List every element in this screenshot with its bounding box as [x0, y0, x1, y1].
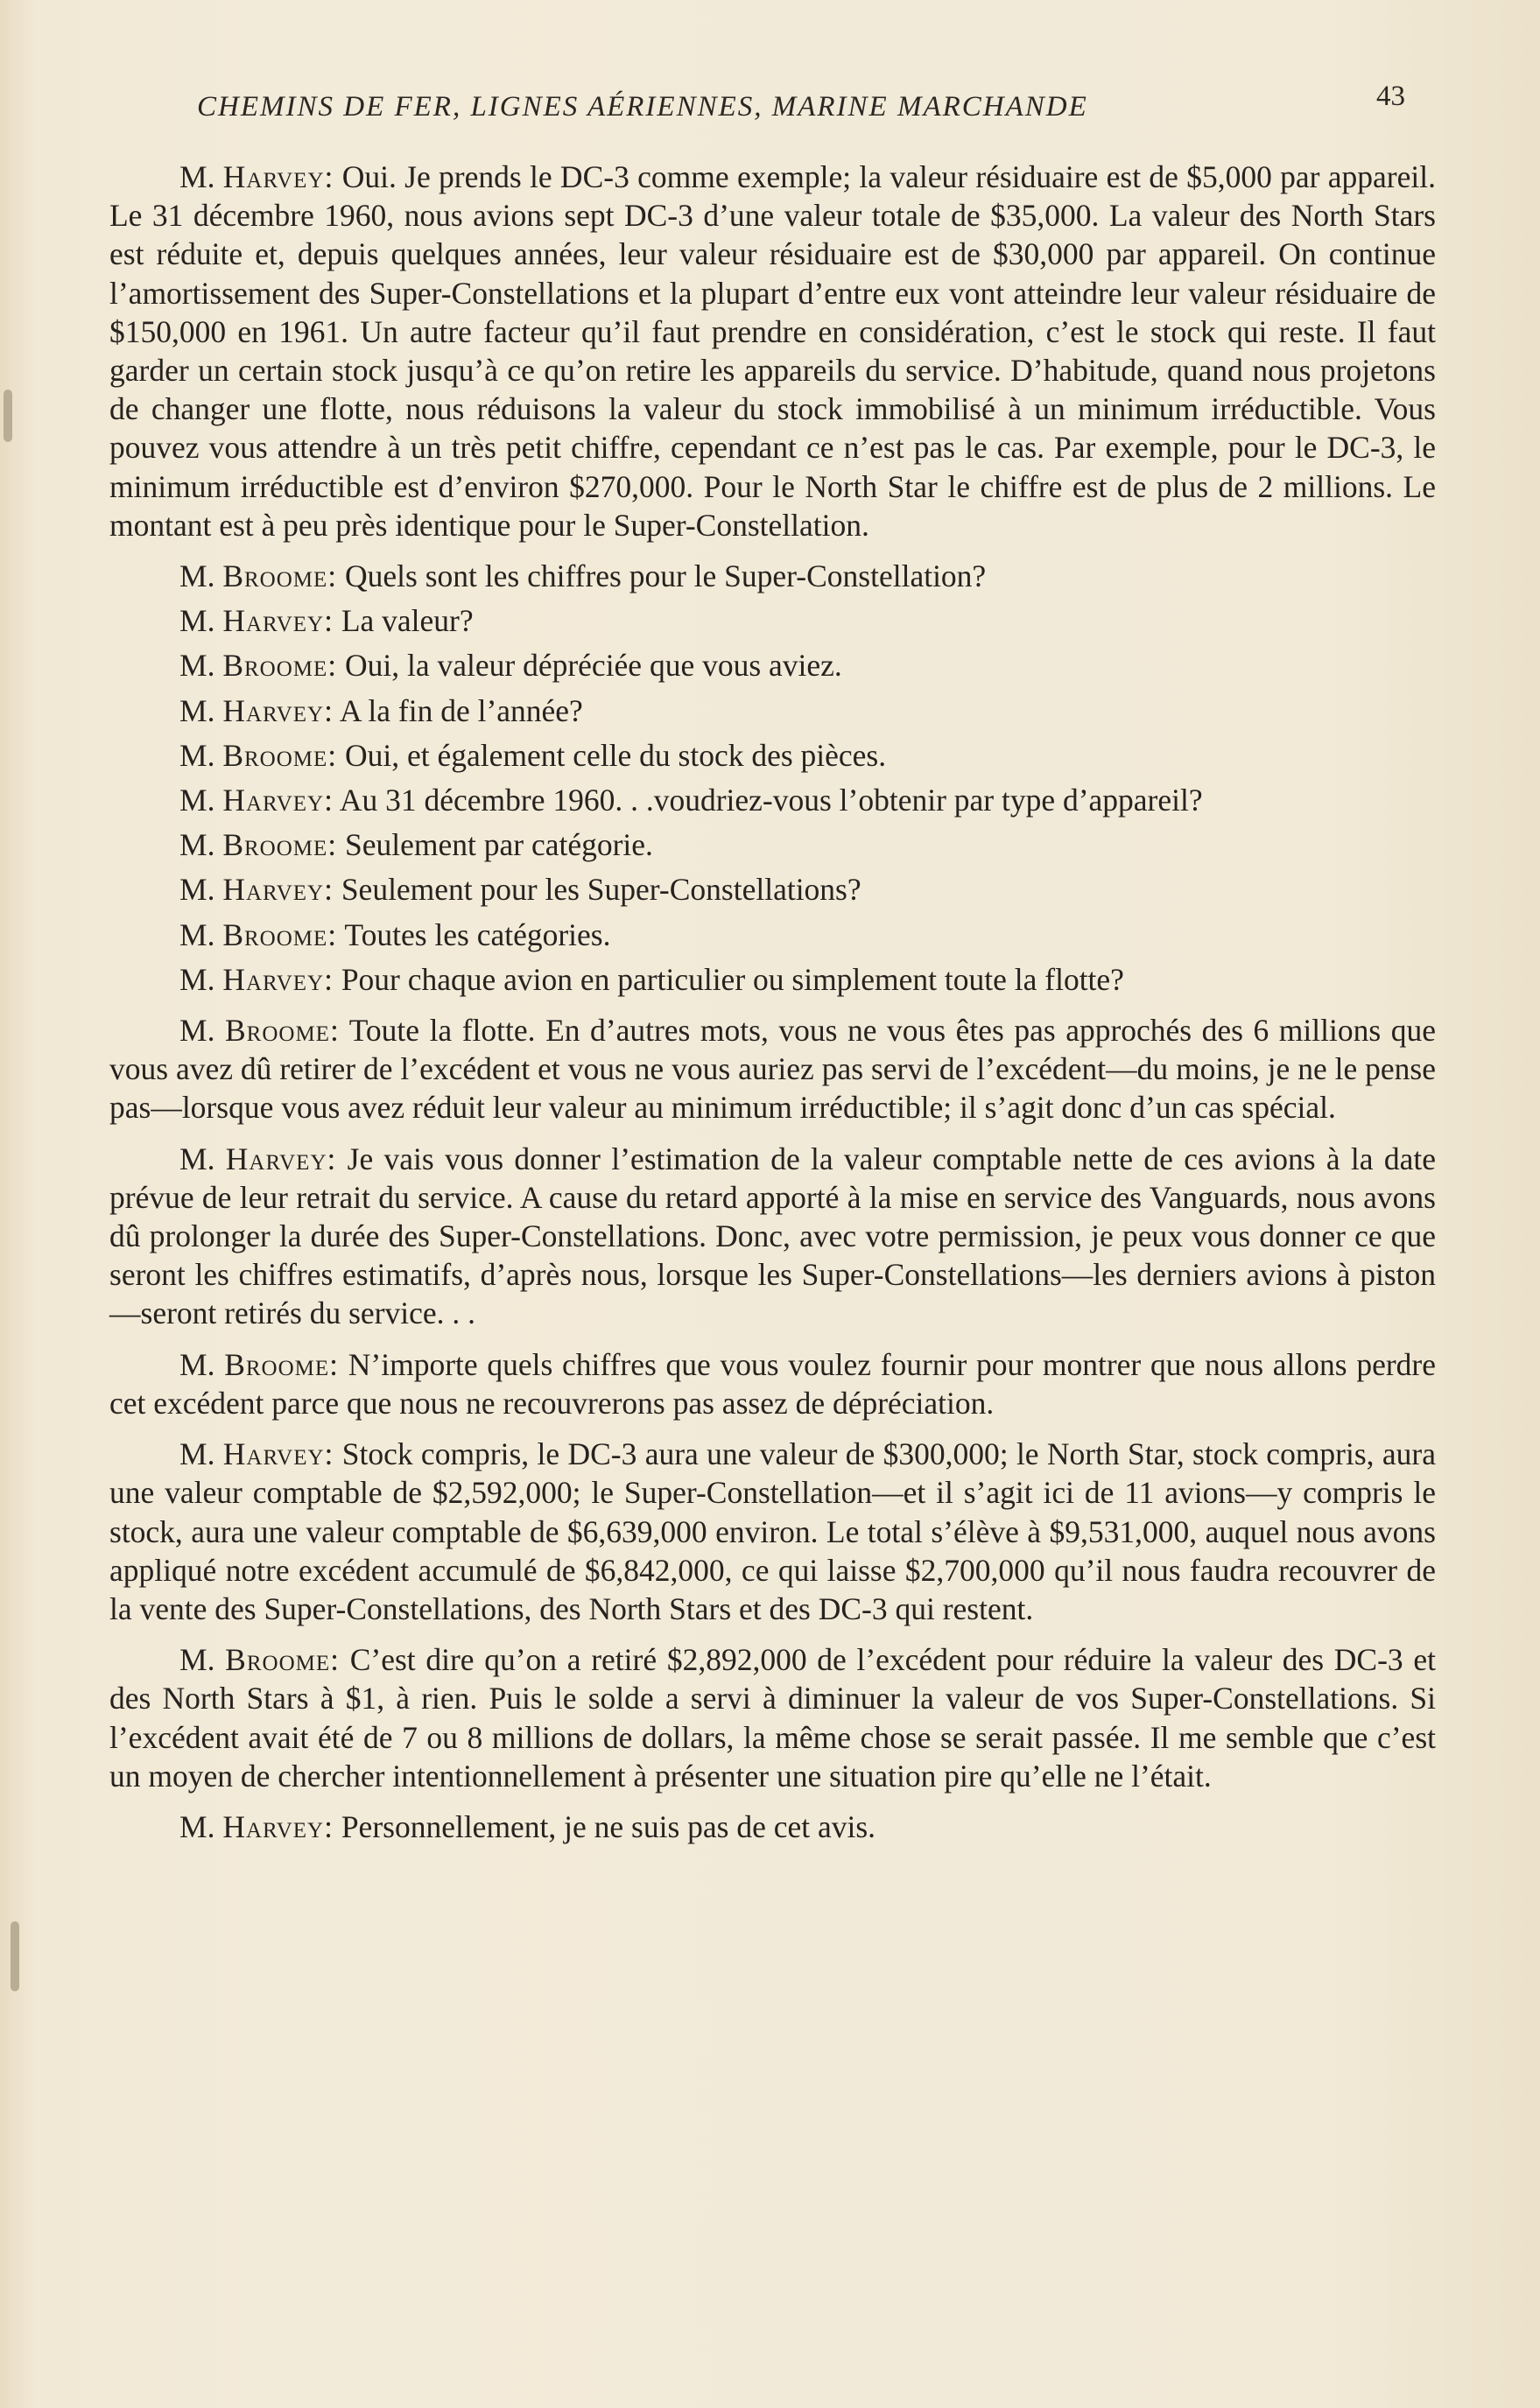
- speaker-prefix: M.: [179, 961, 223, 997]
- speaker-name: Harvey:: [225, 1141, 337, 1176]
- speaker-prefix: M.: [179, 916, 223, 952]
- paragraph-text: Oui, et également celle du stock des pièces.: [337, 737, 887, 773]
- speaker-prefix: M.: [179, 737, 223, 773]
- paragraph-text: Toute la flotte. En d’autres mots, vous ne vous êtes pas approchés des 6 millions que vous avez dû retirer de l’excédent et vous ne vous auriez pas servi de l’excédent—du moins, je ne le pense pas—lorsque vous avez réduit leur valeur au minimum irréductible; il s’agit donc d’un cas spécial.: [109, 1013, 1436, 1126]
- speaker-name: Broome:: [222, 737, 338, 773]
- paragraph-text: Toutes les catégories.: [337, 916, 611, 952]
- binding-mark-top: [4, 390, 12, 442]
- paragraph-text: Seulement par catégorie.: [337, 827, 653, 863]
- speaker-name: Harvey:: [222, 1436, 334, 1472]
- speaker-name: Broome:: [222, 648, 338, 684]
- dialogue-paragraph: [109, 781, 1436, 819]
- speaker-prefix: M.: [179, 783, 223, 818]
- dialogue-paragraph: [109, 1345, 1436, 1422]
- dialogue-paragraph: [109, 870, 1436, 909]
- paragraph-text: Oui, la valeur dépréciée que vous aviez.: [337, 648, 842, 684]
- speaker-name: Broome:: [222, 558, 338, 594]
- dialogue-paragraph: [109, 1140, 1436, 1333]
- speaker-prefix: M.: [179, 1141, 226, 1176]
- paragraph-text: A la fin de l’année?: [333, 692, 583, 728]
- dialogue-paragraph: [109, 1808, 1436, 1846]
- dialogue-paragraph: [109, 960, 1436, 999]
- binding-mark-bottom: [11, 1921, 19, 1991]
- speaker-name: Harvey:: [222, 961, 334, 997]
- speaker-prefix: M.: [179, 1013, 225, 1049]
- speaker-name: Broome:: [222, 827, 338, 863]
- speaker-prefix: M.: [179, 1346, 225, 1382]
- running-head-title: CHEMINS DE FER, LIGNES AÉRIENNES, MARINE MARCHANDE: [197, 91, 1088, 123]
- paragraph-text: Pour chaque avion en particulier ou simplement toute la flotte?: [333, 961, 1124, 997]
- dialogue-paragraph: [109, 736, 1436, 775]
- page-number: 43: [1376, 81, 1405, 112]
- speaker-name: Harvey:: [222, 603, 334, 639]
- paragraph-text: Seulement pour les Super-Constellations?: [333, 872, 861, 908]
- paragraph-text: Oui. Je prends le DC-3 comme exemple; la valeur résiduaire est de $5,000 par appareil. Le 31 décembre 1960, nous avions sept DC-3 d’une valeur totale de $35,000. La valeur des North Stars est réduite et, depuis quelques années, leur valeur résiduaire est de $30,000 par appareil. On continue l’amortissement des Super-Constellations et la plupart d’entre eux vont atteindre leur valeur résiduaire de $150,000 en 1961. Un autre facteur qu’il faut prendre en considération, c’est le stock qui reste. Il faut garder un certain stock jusqu’à ce qu’on retire les appareils du service. D’habitude, quand nous projetons de changer une flotte, nous réduisons la valeur du stock immobilisé à un minimum irréductible. Vous pouvez vous attendre à un très petit chiffre, cependant ce n’est pas le cas. Par exemple, pour le DC-3, le minimum irréductible est d’environ $270,000. Pour le North Star le chiffre est de plus de 2 millions. Le montant est à peu près identique pour le Super-Constellation.: [109, 159, 1436, 543]
- dialogue-paragraph: [109, 1640, 1436, 1795]
- dialogue-paragraph: [109, 1435, 1436, 1628]
- speaker-prefix: M.: [179, 692, 223, 728]
- paragraph-text: Stock compris, le DC-3 aura une valeur de $300,000; le North Star, stock compris, aura une valeur comptable de $2,592,000; le Super-Constellation—et il s’agit ici de 11 avions—y compris le stock, aura une valeur comptable de $6,639,000 environ. Le total s’élève à $9,531,000, auquel nous avons appliqué notre excédent accumulé de $6,842,000, ce qui laisse $2,700,000 qu’il nous faudra recouvrer de la vente des Super-Constellations, des North Stars et des DC-3 qui restent.: [109, 1436, 1436, 1626]
- speaker-name: Broome:: [224, 1013, 340, 1049]
- dialogue-paragraph: [109, 646, 1436, 684]
- dialogue-paragraph: [109, 158, 1436, 544]
- running-head: [197, 81, 1405, 133]
- speaker-prefix: M.: [179, 872, 223, 908]
- speaker-prefix: M.: [179, 603, 223, 639]
- paragraph-text: Au 31 décembre 1960. . .voudriez-vous l’obtenir par type d’appareil?: [333, 783, 1203, 818]
- speaker-name: Broome:: [222, 916, 338, 952]
- speaker-name: Broome:: [224, 1346, 340, 1382]
- speaker-name: Harvey:: [222, 692, 334, 728]
- dialogue-paragraph: [109, 916, 1436, 954]
- paragraph-text: La valeur?: [333, 603, 474, 639]
- speaker-name: Harvey:: [222, 1808, 334, 1844]
- dialogue-paragraph: [109, 825, 1436, 864]
- speaker-prefix: M.: [179, 558, 223, 594]
- speaker-name: Harvey:: [222, 872, 334, 908]
- paragraph-text: Je vais vous donner l’estimation de la valeur comptable nette de ces avions à la date prévue de leur retrait du service. A cause du retard apporté à la mise en service des Vanguards, nous avons dû prolonger la durée des Super-Constellations. Donc, avec votre permission, je peux vous donner ce que seront les chiffres estimatifs, d’après nous, lorsque les Super-Constellations—les derniers avions à piston—seront retirés du service. . .: [109, 1141, 1436, 1331]
- paragraph-text: Personnellement, je ne suis pas de cet avis.: [333, 1808, 876, 1844]
- paragraph-text: C’est dire qu’on a retiré $2,892,000 de l’excédent pour réduire la valeur des DC-3 et des North Stars à $1, à rien. Puis le solde a servi à diminuer la valeur de vos Super-Constellations. Si l’excédent avait été de 7 ou 8 millions de dollars, la même chose se serait passée. Il me semble que c’est un moyen de chercher intentionnellement à présenter une situation pire qu’elle ne l’était.: [109, 1642, 1436, 1794]
- speaker-name: Harvey:: [222, 783, 334, 818]
- dialogue-paragraph: [109, 601, 1436, 640]
- speaker-name: Broome:: [225, 1642, 340, 1678]
- paragraph-text: Quels sont les chiffres pour le Super-Constellation?: [337, 558, 987, 594]
- speaker-prefix: M.: [179, 159, 223, 194]
- speaker-prefix: M.: [179, 1808, 223, 1844]
- speaker-name: Harvey:: [222, 159, 334, 194]
- dialogue-paragraph: [109, 557, 1436, 595]
- paragraph-text: N’importe quels chiffres que vous voulez fournir pour montrer que nous allons perdre cet excédent parce que nous ne recouvrerons pas assez de dépréciation.: [109, 1346, 1436, 1421]
- speaker-prefix: M.: [179, 1642, 226, 1678]
- speaker-prefix: M.: [179, 827, 223, 863]
- speaker-prefix: M.: [179, 1436, 223, 1472]
- dialogue-paragraph: [109, 1011, 1436, 1127]
- dialogue-paragraph: [109, 692, 1436, 730]
- body-text: [109, 158, 1436, 1846]
- speaker-prefix: M.: [179, 648, 223, 684]
